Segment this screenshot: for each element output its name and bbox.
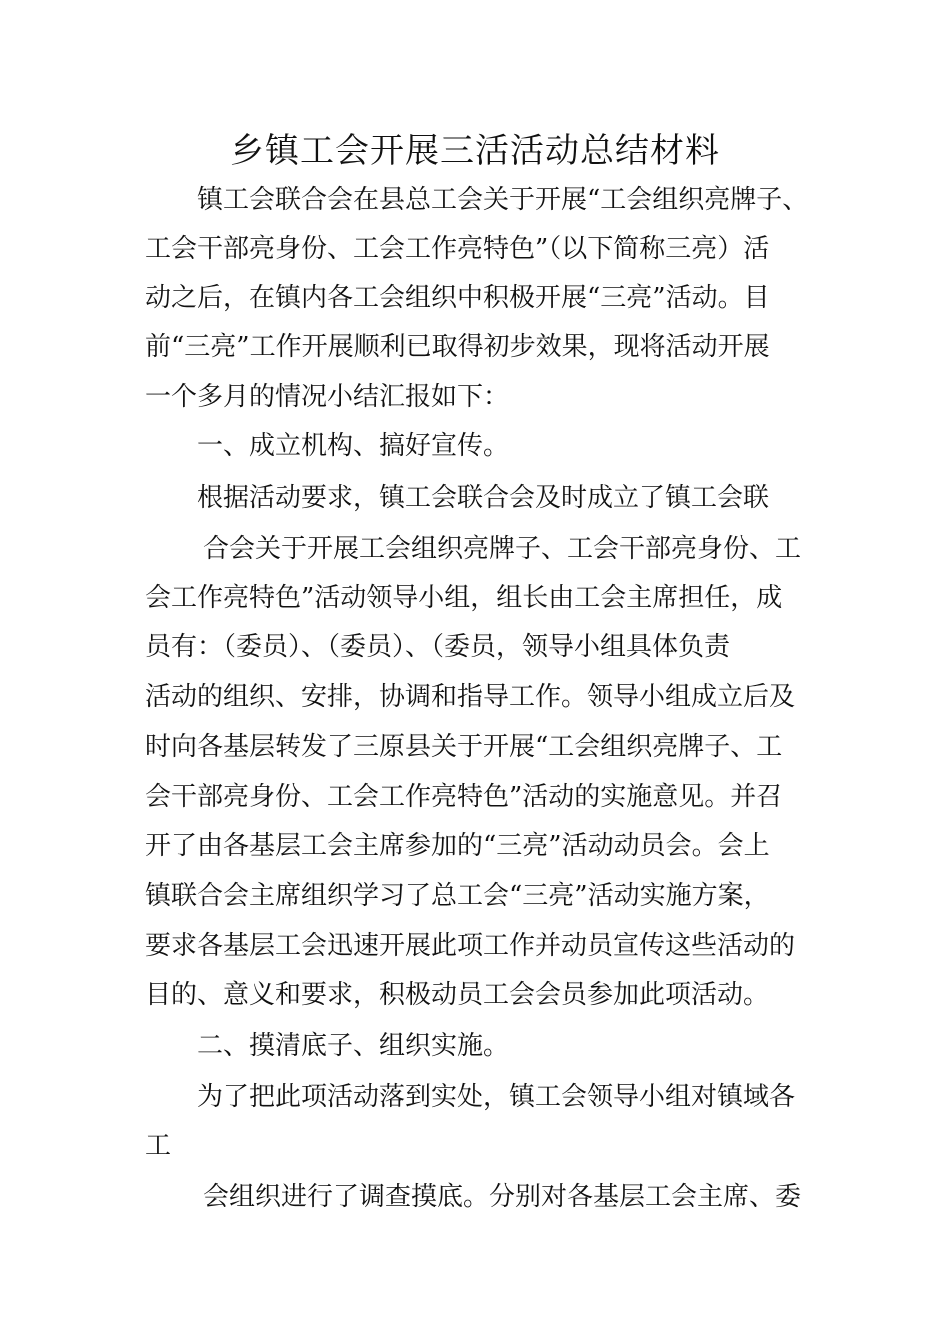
- paragraph-line: 会工作亮特色”活动领导小组，组长由工会主席担任，成: [145, 583, 783, 613]
- paragraph-line: 员有：（委员）、（委员）、（委员，领导小组具体负责: [145, 632, 731, 662]
- paragraph-line: 会组织进行了调查摸底。分别对各基层工会主席、委: [203, 1182, 802, 1212]
- paragraph-line: 时向各基层转发了三原县关于开展“工会组织亮牌子、工: [145, 732, 783, 762]
- paragraph-line: 镇工会联合会在县总工会关于开展“工会组织亮牌子、: [197, 185, 809, 215]
- paragraph-line: 镇联合会主席组织学习了总工会“三亮”活动实施方案，: [145, 881, 770, 911]
- paragraph-line: 目的、意义和要求，积极动员工会会员参加此项活动。: [145, 980, 770, 1010]
- paragraph-line: 开了由各基层工会主席参加的“三亮”活动动员会。会上: [145, 831, 770, 861]
- paragraph-line: 前“三亮”工作开展顺利已取得初步效果，现将活动开展: [145, 332, 770, 362]
- paragraph-line: 合会关于开展工会组织亮牌子、工会干部亮身份、工: [203, 534, 802, 564]
- paragraph-line: 为了把此项活动落到实处，镇工会领导小组对镇域各: [197, 1082, 796, 1112]
- document-title: 乡镇工会开展三活活动总结材料: [230, 131, 720, 171]
- paragraph-line: 一个多月的情况小结汇报如下：: [145, 382, 510, 412]
- paragraph-line: 动之后，在镇内各工会组织中积极开展“三亮”活动。目: [145, 283, 770, 313]
- section-heading: 一、成立机构、搞好宣传。: [197, 431, 510, 461]
- paragraph-line: 活动的组织、安排，协调和指导工作。领导小组成立后及: [145, 682, 796, 712]
- paragraph-line: 要求各基层工会迅速开展此项工作并动员宣传这些活动的: [145, 931, 796, 961]
- paragraph-line: 会干部亮身份、工会工作亮特色”活动的实施意见。并召: [145, 782, 783, 812]
- paragraph-line: 根据活动要求，镇工会联合会及时成立了镇工会联: [197, 483, 770, 513]
- section-heading: 二、摸清底子、组织实施。: [197, 1031, 510, 1061]
- paragraph-line: 工: [145, 1131, 172, 1161]
- paragraph-line: 工会干部亮身份、工会工作亮特色”（以下简称三亮）活: [145, 234, 770, 264]
